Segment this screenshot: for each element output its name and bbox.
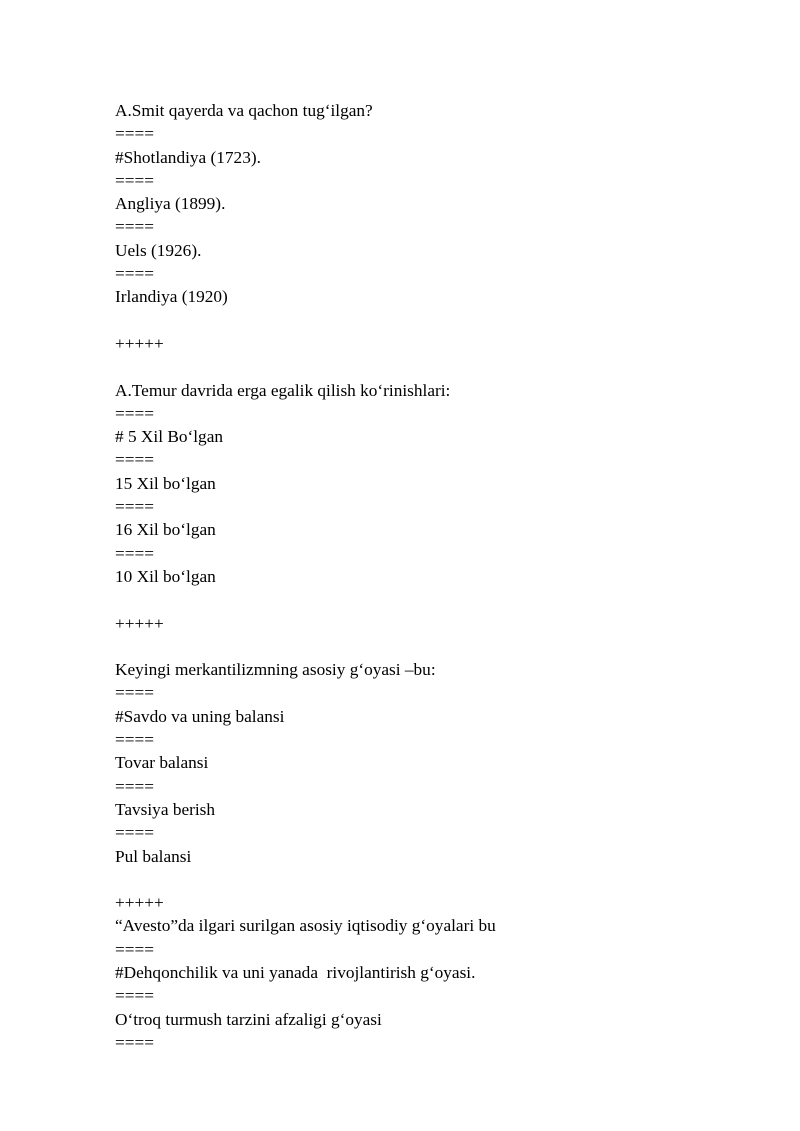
blank-line xyxy=(115,355,715,378)
answer-separator: ==== xyxy=(115,1032,154,1052)
answer-separator: ==== xyxy=(115,124,154,144)
blank-line xyxy=(115,635,715,658)
question-text: Keyingi merkantilizmning asosiy g‘oyasi –bu: xyxy=(115,660,436,680)
answer-option: #Shotlandiya (1723). xyxy=(115,147,261,167)
answer-separator: ==== xyxy=(115,450,154,470)
answer-separator: ==== xyxy=(115,730,154,750)
answer-option: 16 Xil bo‘lgan xyxy=(115,520,216,540)
answer-separator: ==== xyxy=(115,986,154,1006)
answer-separator: ==== xyxy=(115,170,154,190)
answer-option: #Dehqonchilik va uni yanada rivojlantirish g‘oyasi. xyxy=(115,962,476,982)
answer-separator: ==== xyxy=(115,497,154,517)
question-text: “Avesto”da ilgari surilgan asosiy iqtisodiy g‘oyalari bu xyxy=(115,916,496,936)
blank-line xyxy=(115,868,715,891)
block-separator: +++++ xyxy=(115,333,164,353)
answer-option: Angliya (1899). xyxy=(115,194,226,214)
answer-option: 15 Xil bo‘lgan xyxy=(115,473,216,493)
answer-option: #Savdo va uning balansi xyxy=(115,706,285,726)
blank-line xyxy=(115,309,715,332)
document-content xyxy=(115,99,715,1054)
answer-option: Uels (1926). xyxy=(115,240,202,260)
answer-separator: ==== xyxy=(115,264,154,284)
block-separator: +++++ xyxy=(115,613,164,633)
question-text: A.Temur davrida erga egalik qilish ko‘rinishlari: xyxy=(115,380,451,400)
question-text: A.Smit qayerda va qachon tug‘ilgan? xyxy=(115,101,373,120)
answer-option: Tovar balansi xyxy=(115,753,209,773)
block-separator: +++++ xyxy=(115,893,164,913)
answer-option: Tavsiya berish xyxy=(115,799,216,819)
answer-separator: ==== xyxy=(115,823,154,843)
answer-option: Irlandiya (1920) xyxy=(115,287,228,307)
answer-separator: ==== xyxy=(115,217,154,237)
answer-separator: ==== xyxy=(115,776,154,796)
answer-option: Pul balansi xyxy=(115,846,192,866)
answer-option: O‘troq turmush tarzini afzaligi g‘oyasi xyxy=(115,1009,382,1029)
answer-separator: ==== xyxy=(115,939,154,959)
answer-separator: ==== xyxy=(115,543,154,563)
blank-line xyxy=(115,588,715,611)
answer-option: # 5 Xil Bo‘lgan xyxy=(115,427,223,447)
answer-separator: ==== xyxy=(115,403,154,423)
answer-separator: ==== xyxy=(115,683,154,703)
answer-option: 10 Xil bo‘lgan xyxy=(115,566,216,586)
